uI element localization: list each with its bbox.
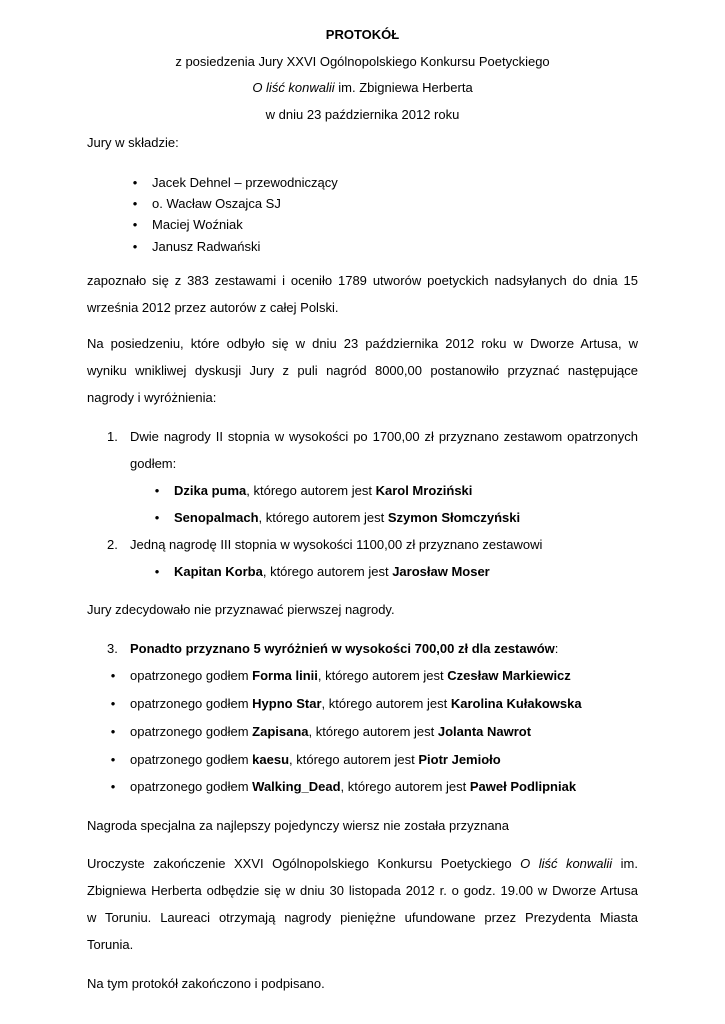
final-statement: Na tym protokół zakończono i podpisano. bbox=[87, 976, 325, 991]
paragraph-line: września 2012 przez autorów z całej Polski. bbox=[87, 300, 339, 315]
jury-member: Maciej Woźniak bbox=[152, 217, 243, 232]
honor-entry: opatrzonego godłem Walking_Dead, którego autorem jest Paweł Podlipniak bbox=[130, 779, 577, 794]
bullet-icon: • bbox=[110, 752, 116, 767]
bullet-icon: • bbox=[110, 724, 116, 739]
bullet-icon: • bbox=[154, 483, 160, 498]
paragraph-line: w Toruniu. Laureaci otrzymają nagrody pieniężne ufundowane przez Prezydenta Miasta bbox=[87, 910, 638, 925]
honor-entry: opatrzonego godłem Forma linii, którego autorem jest Czesław Markiewicz bbox=[130, 668, 571, 683]
jury-intro: Jury w składzie: bbox=[87, 135, 179, 150]
prize-entry: Senopalmach, którego autorem jest Szymon Słomczyński bbox=[174, 510, 521, 525]
jury-member: Jacek Dehnel – przewodniczący bbox=[152, 175, 338, 190]
honors-heading: Ponadto przyznano 5 wyróżnień w wysokości 700,00 zł dla zestawów: bbox=[130, 641, 559, 656]
bullet-icon: • bbox=[132, 175, 138, 190]
prize-item-line: Dwie nagrody II stopnia w wysokości po 1700,00 zł przyznano zestawom opatrzonych bbox=[130, 429, 638, 444]
no-first-prize-note: Jury zdecydowało nie przyznawać pierwszej nagrody. bbox=[87, 602, 395, 617]
honor-entry: opatrzonego godłem Hypno Star, którego autorem jest Karolina Kułakowska bbox=[130, 696, 582, 711]
paragraph-line: zapoznało się z 383 zestawami i oceniło 1789 utworów poetyckich nadsyłanych do dnia 15 bbox=[87, 273, 638, 288]
bullet-icon: • bbox=[132, 217, 138, 232]
paragraph-line: Torunia. bbox=[87, 937, 134, 952]
document-title: PROTOKÓŁ bbox=[325, 27, 400, 42]
paragraph-line: Uroczyste zakończenie XXVI Ogólnopolskiego Konkursu Poetyckiego O liść konwalii im. bbox=[87, 856, 638, 871]
paragraph-line: Na posiedzeniu, które odbyło się w dniu 23 października 2012 roku w Dworze Artusa, w bbox=[87, 336, 638, 351]
paragraph-line: Zbigniewa Herberta odbędzie się w dniu 30 listopada 2012 r. o godz. 19.00 w Dworze Artusa bbox=[87, 883, 638, 898]
paragraph-line: wyniku wnikliwej dyskusji Jury z puli nagród 8000,00 postanowiło przyznać następujące bbox=[87, 363, 638, 378]
honor-entry: opatrzonego godłem kaesu, którego autorem jest Piotr Jemioło bbox=[130, 752, 501, 767]
jury-member: Janusz Radwański bbox=[152, 239, 261, 254]
prize-item-line: godłem: bbox=[130, 456, 177, 471]
honor-entry: opatrzonego godłem Zapisana, którego autorem jest Jolanta Nawrot bbox=[130, 724, 532, 739]
prize-entry: Kapitan Korba, którego autorem jest Jarosław Moser bbox=[174, 564, 490, 579]
bullet-icon: • bbox=[154, 510, 160, 525]
list-number: 3. bbox=[107, 641, 118, 656]
list-number: 2. bbox=[107, 537, 118, 552]
bullet-icon: • bbox=[110, 668, 116, 683]
bullet-icon: • bbox=[110, 696, 116, 711]
bullet-icon: • bbox=[110, 779, 116, 794]
subtitle-line-3: w dniu 23 października 2012 roku bbox=[265, 107, 460, 122]
prize-item-line: Jedną nagrodę III stopnia w wysokości 1100,00 zł przyznano zestawowi bbox=[130, 537, 543, 552]
bullet-icon: • bbox=[132, 196, 138, 211]
list-number: 1. bbox=[107, 429, 118, 444]
paragraph-line: nagrody i wyróżnienia: bbox=[87, 390, 217, 405]
subtitle-line-2: O liść konwalii im. Zbigniewa Herberta bbox=[252, 80, 473, 95]
subtitle-line-1: z posiedzenia Jury XXVI Ogólnopolskiego Konkursu Poetyckiego bbox=[175, 54, 550, 69]
bullet-icon: • bbox=[132, 239, 138, 254]
prize-entry: Dzika puma, którego autorem jest Karol Mroziński bbox=[174, 483, 473, 498]
bullet-icon: • bbox=[154, 564, 160, 579]
special-prize-note: Nagroda specjalna za najlepszy pojedynczy wiersz nie została przyznana bbox=[87, 818, 510, 833]
jury-member: o. Wacław Oszajca SJ bbox=[152, 196, 281, 211]
